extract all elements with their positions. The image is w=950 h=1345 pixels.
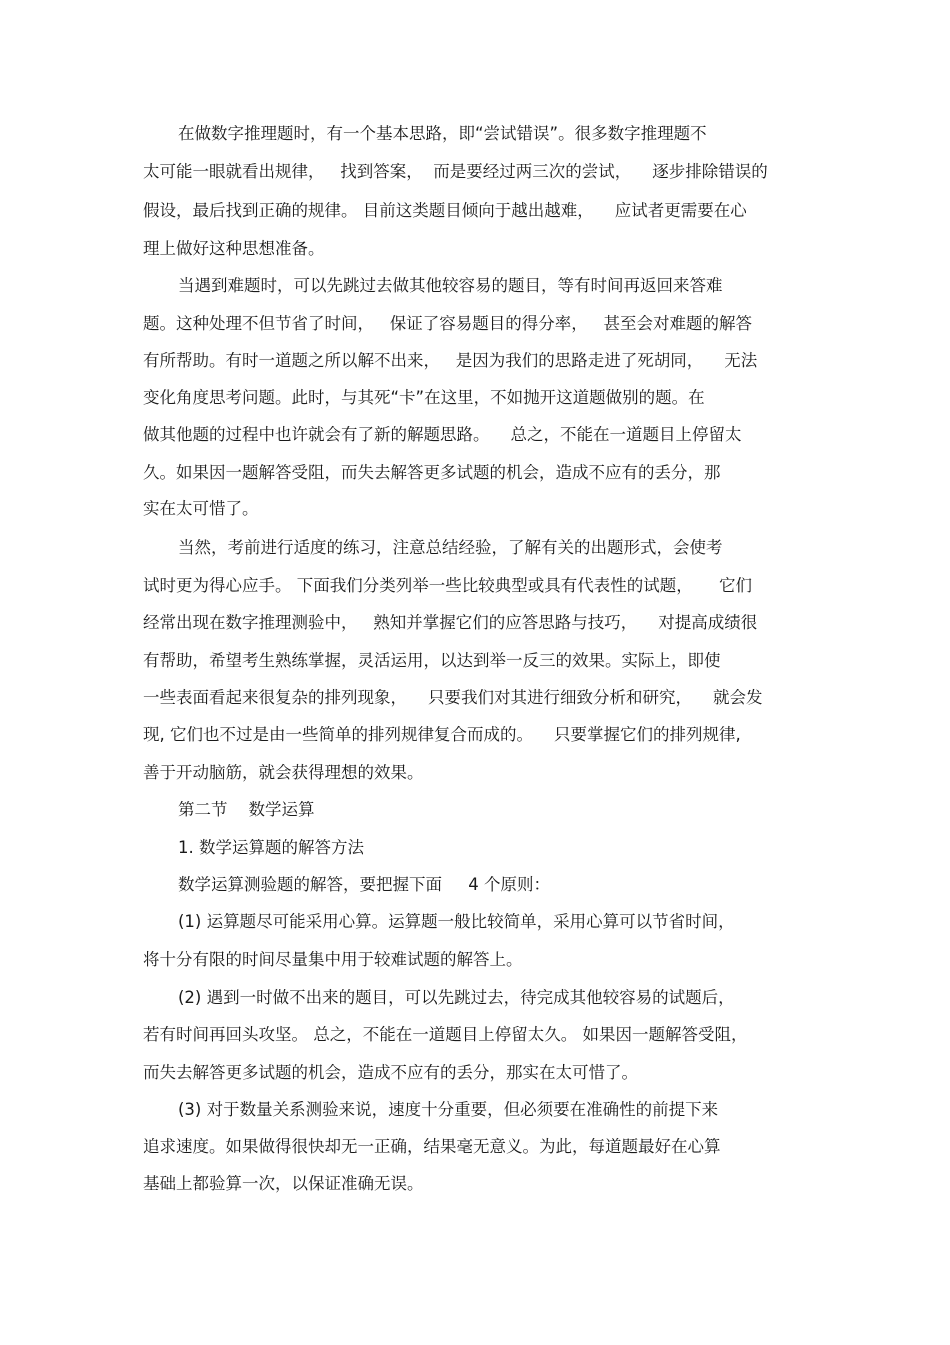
paragraph-3-line-6: 现, 它们也不过是由一些简单的排列规律复合而成的。 只要掌握它们的排列规律, — [143, 725, 741, 744]
paragraph-2-line-7: 实在太可惜了。 — [143, 499, 259, 518]
paragraph-3-line-3: 经常出现在数字推理测验中， 熟知并掌握它们的应答思路与技巧， 对提高成绩很 — [143, 613, 758, 632]
paragraph-3-line-5: 一些表面看起来很复杂的排列现象， 只要我们对其进行细致分析和研究， 就会发 — [143, 688, 763, 707]
paragraph-3-line-4: 有帮助，希望考生熟练掌握，灵活运用，以达到举一反三的效果。实际上，即使 — [143, 651, 721, 670]
paragraph-1-line-4: 理上做好这种思想准备。 — [143, 239, 325, 258]
paragraph-2-line-4: 变化角度思考问题。此时，与其死“卡”在这里，不如抛开这道题做别的题。在 — [143, 388, 705, 407]
intro-line: 数学运算测验题的解答，要把握下面 4 个原则： — [178, 875, 550, 894]
subheading: 1. 数学运算题的解答方法 — [178, 838, 364, 857]
principle-2-line-1: (2) 遇到一时做不出来的题目，可以先跳过去，待完成其他较容易的试题后， — [178, 988, 735, 1007]
paragraph-2-line-1: 当遇到难题时，可以先跳过去做其他较容易的题目，等有时间再返回来答难 — [178, 276, 723, 295]
principle-2-line-3: 而失去解答更多试题的机会，造成不应有的丢分，那实在太可惜了。 — [143, 1063, 638, 1082]
principle-3-line-3: 基础上都验算一次，以保证准确无误。 — [143, 1174, 424, 1193]
section-heading: 第二节 数学运算 — [178, 800, 315, 819]
paragraph-1-line-1: 在做数字推理题时，有一个基本思路，即“尝试错误”。很多数字推理题不 — [178, 124, 707, 143]
paragraph-3-line-1: 当然，考前进行适度的练习，注意总结经验，了解有关的出题形式，会使考 — [178, 538, 723, 557]
principle-3-line-1: (3) 对于数量关系测验来说，速度十分重要，但必须要在准确性的前提下来 — [178, 1100, 719, 1119]
paragraph-2-line-6: 久。如果因一题解答受阻，而失去解答更多试题的机会，造成不应有的丢分，那 — [143, 463, 721, 482]
paragraph-2-line-2: 题。这种处理不但节省了时间， 保证了容易题目的得分率， 甚至会对难题的解答 — [143, 314, 752, 333]
principle-1-line-2: 将十分有限的时间尽量集中用于较难试题的解答上。 — [143, 950, 523, 969]
paragraph-3-line-7: 善于开动脑筋，就会获得理想的效果。 — [143, 763, 424, 782]
paragraph-1-line-2: 太可能一眼就看出规律， 找到答案， 而是要经过两三次的尝试， 逐步排除错误的 — [143, 162, 768, 181]
paragraph-2-line-5: 做其他题的过程中也许就会有了新的解题思路。 总之，不能在一道题目上停留太 — [143, 425, 742, 444]
paragraph-3-line-2: 试时更为得心应手。 下面我们分类列举一些比较典型或具有代表性的试题， 它们 — [143, 576, 752, 595]
paragraph-1-line-3: 假设，最后找到正确的规律。 目前这类题目倾向于越出越难， 应试者更需要在心 — [143, 201, 747, 220]
principle-1-line-1: (1) 运算题尽可能采用心算。运算题一般比较简单，采用心算可以节省时间， — [178, 912, 735, 931]
principle-3-line-2: 追求速度。如果做得很快却无一正确，结果毫无意义。为此，每道题最好在心算 — [143, 1137, 721, 1156]
paragraph-2-line-3: 有所帮助。有时一道题之所以解不出来， 是因为我们的思路走进了死胡同， 无法 — [143, 351, 758, 370]
principle-2-line-2: 若有时间再回头攻坚。 总之，不能在一道题目上停留太久。 如果因一题解答受阻， — [143, 1025, 748, 1044]
